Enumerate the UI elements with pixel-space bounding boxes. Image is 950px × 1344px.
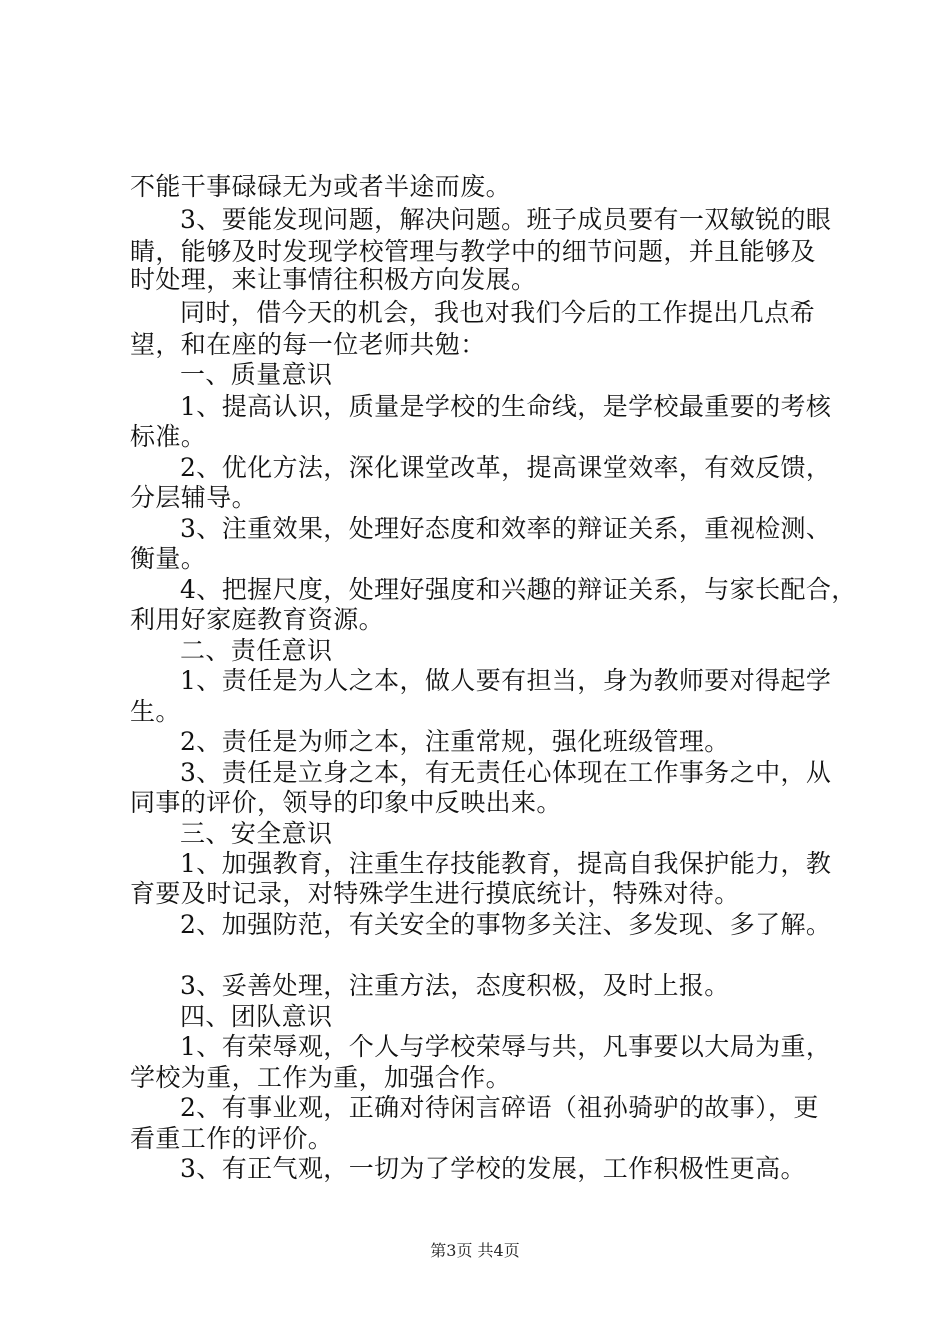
paragraph-line: 3、注重效果，处理好态度和效率的辩证关系，重视检测、 <box>180 514 832 543</box>
paragraph-line: 看重工作的评价。 <box>130 1124 334 1153</box>
paragraph-line: 同事的评价，领导的印象中反映出来。 <box>130 788 562 817</box>
section-heading: 四、团队意识 <box>180 1002 333 1031</box>
paragraph-line: 标准。 <box>130 422 207 451</box>
paragraph-line: 睛，能够及时发现学校管理与教学中的细节问题，并且能够及 <box>130 237 816 266</box>
paragraph-line: 3、责任是立身之本，有无责任心体现在工作事务之中，从 <box>180 758 832 787</box>
paragraph-line: 2、有事业观，正确对待闲言碎语（祖孙骑驴的故事），更 <box>180 1093 819 1122</box>
paragraph-line: 利用好家庭教育资源。 <box>130 605 385 634</box>
paragraph-line: 1、提高认识，质量是学校的生命线，是学校最重要的考核 <box>180 392 832 421</box>
paragraph-line: 衡量。 <box>130 544 207 573</box>
paragraph-line: 3、要能发现问题，解决问题。班子成员要有一双敏锐的眼 <box>180 205 832 234</box>
paragraph-line: 1、责任是为人之本，做人要有担当，身为教师要对得起学 <box>180 666 832 695</box>
paragraph-line: 分层辅导。 <box>130 483 258 512</box>
paragraph-line: 2、加强防范，有关安全的事物多关注、多发现、多了解。 <box>180 910 832 939</box>
section-heading: 一、质量意识 <box>180 360 333 389</box>
paragraph-line: 时处理，来让事情往积极方向发展。 <box>130 265 537 294</box>
paragraph-line: 不能干事碌碌无为或者半途而废。 <box>130 172 512 201</box>
paragraph-line: 3、有正气观，一切为了学校的发展，工作积极性更高。 <box>180 1154 806 1183</box>
paragraph-line: 1、加强教育，注重生存技能教育，提高自我保护能力，教 <box>180 849 832 878</box>
paragraph-line: 2、责任是为师之本，注重常规，强化班级管理。 <box>180 727 730 756</box>
paragraph-line: 望，和在座的每一位老师共勉： <box>130 330 486 359</box>
paragraph-line: 学校为重，工作为重，加强合作。 <box>130 1063 512 1092</box>
paragraph-line: 4、把握尺度，处理好强度和兴趣的辩证关系，与家长配合， <box>180 575 857 604</box>
paragraph-line: 3、妥善处理，注重方法，态度积极，及时上报。 <box>180 971 730 1000</box>
paragraph-line: 1、有荣辱观，个人与学校荣辱与共，凡事要以大局为重， <box>180 1032 832 1061</box>
paragraph-line: 同时，借今天的机会，我也对我们今后的工作提出几点希 <box>180 298 816 327</box>
paragraph-line: 育要及时记录，对特殊学生进行摸底统计，特殊对待。 <box>130 879 740 908</box>
paragraph-line: 生。 <box>130 697 181 726</box>
page-number-footer: 第3页 共4页 <box>430 1241 520 1260</box>
section-heading: 三、安全意识 <box>180 819 333 848</box>
paragraph-line: 2、优化方法，深化课堂改革，提高课堂效率，有效反馈， <box>180 453 832 482</box>
section-heading: 二、责任意识 <box>180 636 333 665</box>
